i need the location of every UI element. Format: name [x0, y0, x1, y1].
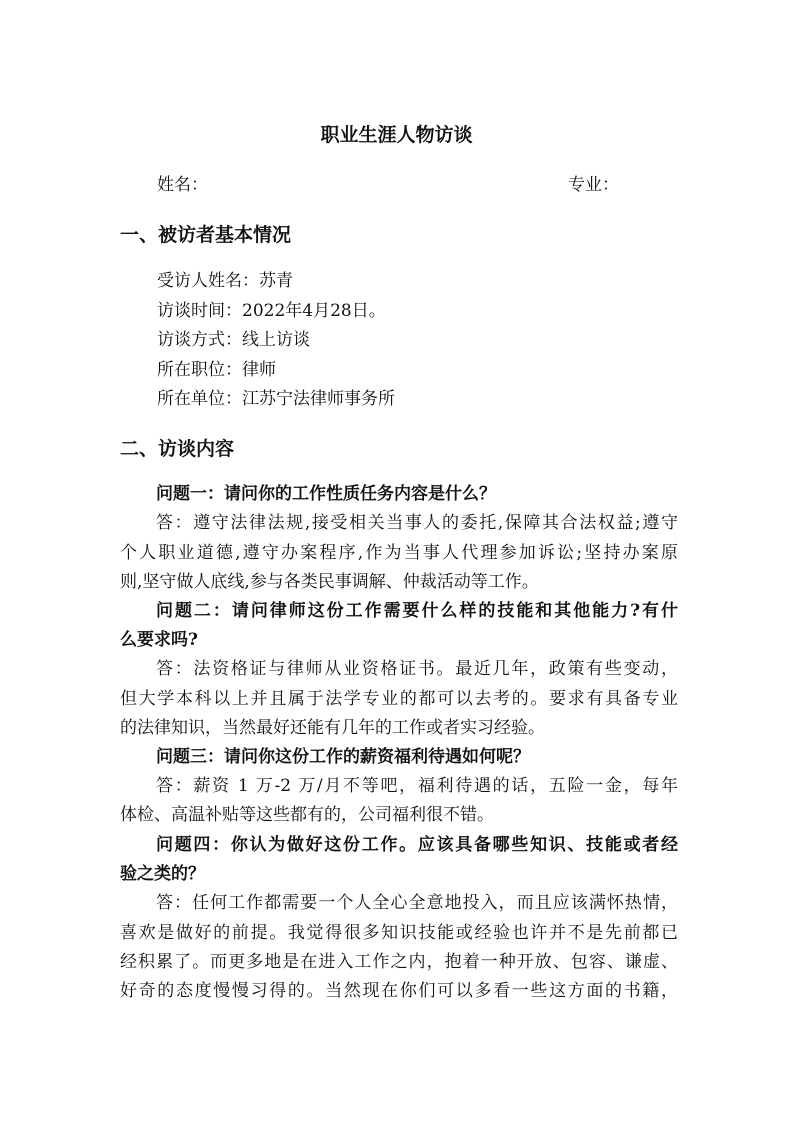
answer-line: 则,坚守做人底线,参与各类民事调解、仲裁活动等工作。 — [120, 572, 539, 592]
name-label: 姓名： — [157, 175, 208, 195]
answer-line: 答：薪资 1 万-2 万/月不等吧，福利待遇的话，五险一金，每年 — [156, 776, 678, 796]
question-line: 问题三：请问你这份工作的薪资福利待遇如何呢？ — [156, 747, 530, 767]
major-label: 专业： — [568, 175, 619, 195]
answer-line: 答：法资格证与律师从业资格证书。最近几年，政策有些变动， — [156, 659, 678, 679]
question-line: 问题二：请问律师这份工作需要什么样的技能和其他能力?有什 — [156, 601, 678, 621]
section-heading-basic-info: 一、被访者基本情况 — [120, 224, 292, 246]
info-line: 访谈方式：线上访谈 — [157, 330, 310, 350]
document-title: 职业生涯人物访谈 — [320, 124, 473, 146]
answer-line: 好奇的态度慢慢习得的。当然现在你们可以多看一些这方面的书籍， — [120, 981, 678, 1001]
answer-line: 喜欢是做好的前提。我觉得很多知识技能或经验也许并不是先前都已 — [120, 923, 678, 943]
question-line: 验之类的？ — [120, 864, 205, 884]
answer-line: 个人职业道德,遵守办案程序,作为当事人代理参加诉讼;坚持办案原 — [120, 543, 678, 563]
answer-line: 的法律知识，当然最好还能有几年的工作或者实习经验。 — [120, 718, 545, 738]
info-line: 访谈时间：2022年4月28日。 — [157, 301, 386, 321]
question-line: 么要求吗? — [120, 630, 198, 650]
answer-line: 答：遵守法律法规,接受相关当事人的委托,保障其合法权益;遵守 — [156, 513, 678, 533]
info-line: 所在单位：江苏宁法律师事务所 — [157, 389, 395, 409]
info-line: 受访人姓名：苏青 — [157, 271, 293, 291]
answer-line: 经积累了。而更多地是在进入工作之内，抱着一种开放、包容、谦虚、 — [120, 952, 678, 972]
answer-line: 体检、高温补贴等这些都有的，公司福利很不错。 — [120, 805, 494, 825]
section-heading-interview: 二、访谈内容 — [120, 438, 235, 460]
question-line: 问题四：你认为做好这份工作。应该具备哪些知识、技能或者经 — [156, 835, 678, 855]
question-line: 问题一：请问你的工作性质任务内容是什么？ — [156, 484, 496, 504]
answer-line: 答：任何工作都需要一个人全心全意地投入，而且应该满怀热情， — [156, 893, 678, 913]
info-line: 所在职位：律师 — [157, 360, 276, 380]
answer-line: 但大学本科以上并且属于法学专业的都可以去考的。要求有具备专业 — [120, 689, 678, 709]
